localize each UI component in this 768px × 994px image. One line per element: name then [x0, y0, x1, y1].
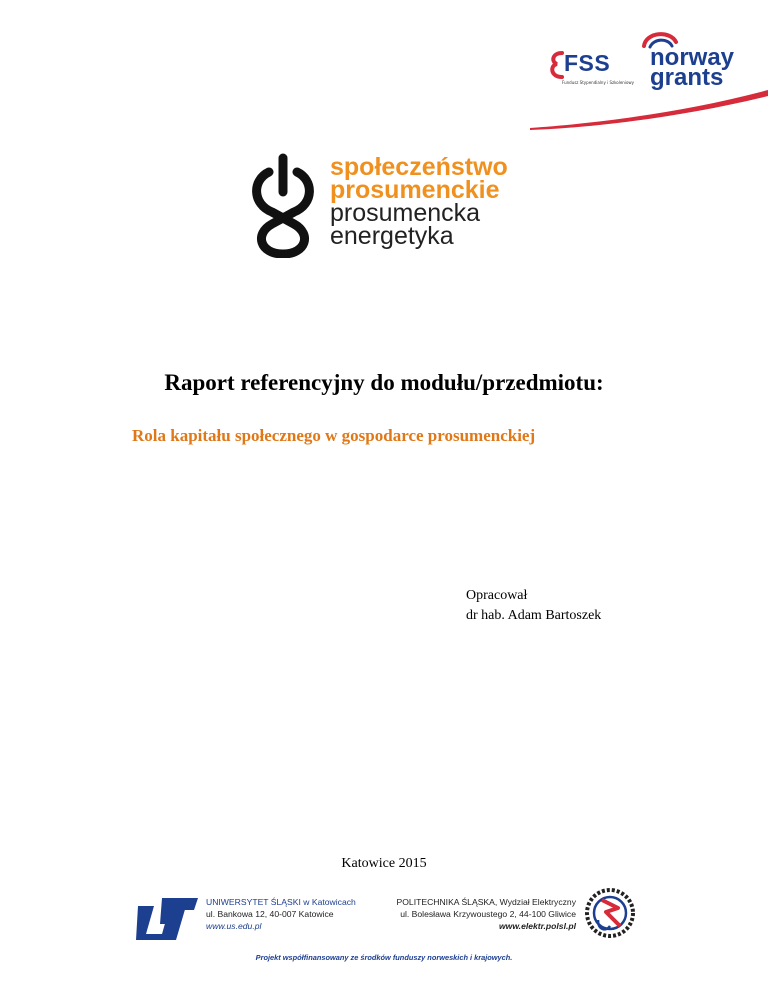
us-name-rest: w Katowicach — [300, 897, 356, 907]
polsl-website-link[interactable]: www.elektr.polsl.pl — [498, 921, 576, 931]
norway-logo-line1: norway — [650, 44, 735, 71]
author-label: Opracował — [466, 588, 528, 603]
funding-note: Projekt współfinansowany ze środków funduszy norweskich i krajowych. — [255, 953, 513, 962]
us-name-bold: UNIWERSYTET ŚLĄSKI — [206, 897, 301, 907]
us-website-link[interactable]: www.us.edu.pl — [206, 921, 262, 931]
efss-logo-subtext: Fundusz Stypendialny i Szkoleniowy — [562, 80, 635, 85]
logo-line-prosumencka: prosumencka — [330, 199, 481, 227]
power-loop-icon — [248, 152, 318, 258]
us-logo — [132, 894, 200, 944]
polsl-address-block — [370, 896, 576, 932]
logo-line-spoleczenstwo: społeczeństwo — [330, 153, 508, 181]
us-address: ul. Bankowa 12, 40-007 Katowice — [206, 909, 334, 919]
author-name: dr hab. Adam Bartoszek — [466, 608, 602, 623]
polsl-name-rest: , Wydział Elektryczny — [494, 897, 576, 907]
efss-logo-text: FSS — [564, 50, 611, 76]
logo-line-energetyka: energetyka — [330, 222, 454, 250]
header-swoosh-decoration — [528, 84, 768, 134]
report-subtitle: Rola kapitału społecznego w gospodarce prosumenckiej — [132, 426, 536, 445]
polsl-name-bold: POLITECHNIKA ŚLĄSKA — [396, 897, 495, 907]
polsl-address: ul. Bolesława Krzywoustego 2, 44-100 Gliwice — [400, 909, 576, 919]
report-title: Raport referencyjny do modułu/przedmiotu: — [164, 370, 604, 395]
us-address-block — [206, 896, 356, 932]
place-date: Katowice 2015 — [341, 856, 427, 871]
norway-logo-line2: grants — [650, 64, 724, 91]
logo-line-prosumenckie: prosumenckie — [330, 176, 500, 204]
norway-grants-logo — [638, 30, 748, 92]
polsl-logo — [584, 886, 636, 940]
